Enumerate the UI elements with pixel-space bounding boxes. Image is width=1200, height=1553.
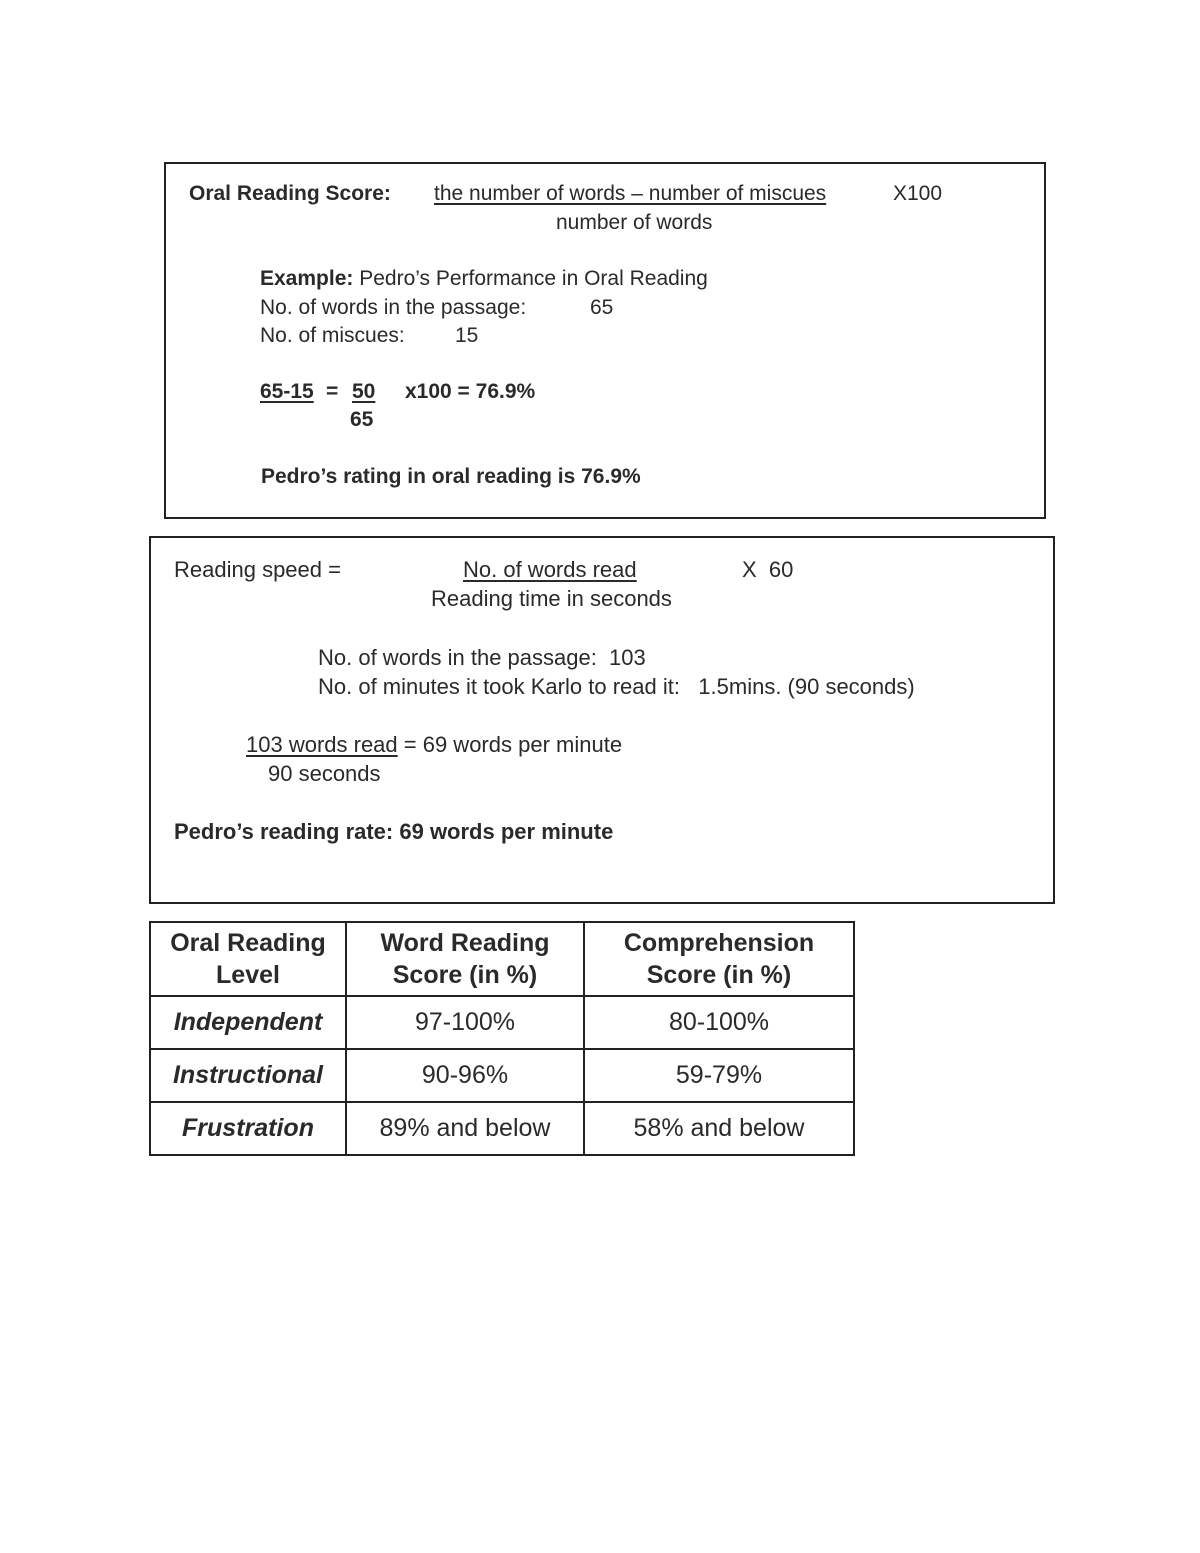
word-score-cell: 89% and below [346,1102,584,1155]
calc-equals: = [326,380,339,403]
table-row [150,1049,854,1102]
oral-reading-score-multiplier: X100 [893,182,943,205]
word-score-cell: 97-100% [346,996,584,1049]
comprehension-score-cell: 59-79% [584,1049,854,1102]
table-row [150,1102,854,1155]
example-title: Pedro’s Performance in Oral Reading [353,267,708,290]
speed-calc-line [246,732,622,758]
oral-reading-conclusion: Pedro’s rating in oral reading is 76.9% [261,465,641,488]
reading-speed-denominator: Reading time in seconds [431,586,672,611]
oral-reading-score-numerator: the number of words – number of miscues [434,182,827,205]
calc-fraction-bottom: 65 [350,408,374,431]
example-label: Example: [260,267,354,290]
words-value: 65 [590,296,614,319]
miscues-value: 15 [455,324,479,347]
comprehension-score-cell: 58% and below [584,1102,854,1155]
table-header-row [150,922,854,996]
oral-reading-score-denominator: number of words [556,211,713,234]
speed-calc-numerator: 103 words read [246,732,398,757]
header-line: Score (in %) [392,961,538,989]
reading-rate-conclusion: Pedro’s reading rate: 69 words per minute [174,819,614,844]
reading-minutes-line: No. of minutes it took Karlo to read it: 1.5mins. (90 seconds) [318,674,915,699]
header-line: Level [216,961,280,989]
miscues-label: No. of miscues: [260,324,405,347]
header-comprehension-score [584,922,854,996]
word-score-cell: 90-96% [346,1049,584,1102]
calc-numerator: 65-15 [260,380,314,403]
header-oral-reading-level [150,922,346,996]
table-row [150,996,854,1049]
header-line: Word Reading [380,929,550,957]
header-line: Score (in %) [646,961,792,989]
reading-speed-numerator: No. of words read [463,557,637,582]
example-heading [260,267,708,291]
reading-speed-multiplier: X 60 [742,557,794,582]
comprehension-score-cell: 80-100% [584,996,854,1049]
oral-reading-score-label: Oral Reading Score: [189,182,391,205]
level-cell: Instructional [150,1049,346,1102]
words-label: No. of words in the passage: [260,296,527,319]
passage-words-line: No. of words in the passage: 103 [318,645,646,670]
header-line: Oral Reading [170,929,326,957]
header-line: Comprehension [623,929,815,957]
header-word-reading-score [346,922,584,996]
speed-calc-result: = 69 words per minute [397,732,623,757]
level-cell: Independent [150,996,346,1049]
calc-result: x100 = 76.9% [405,380,536,403]
speed-calc-denominator: 90 seconds [268,761,381,786]
level-cell: Frustration [150,1102,346,1155]
reading-levels-table [149,921,855,1156]
calc-fraction-top: 50 [352,380,376,403]
reading-speed-label: Reading speed = [174,557,341,582]
